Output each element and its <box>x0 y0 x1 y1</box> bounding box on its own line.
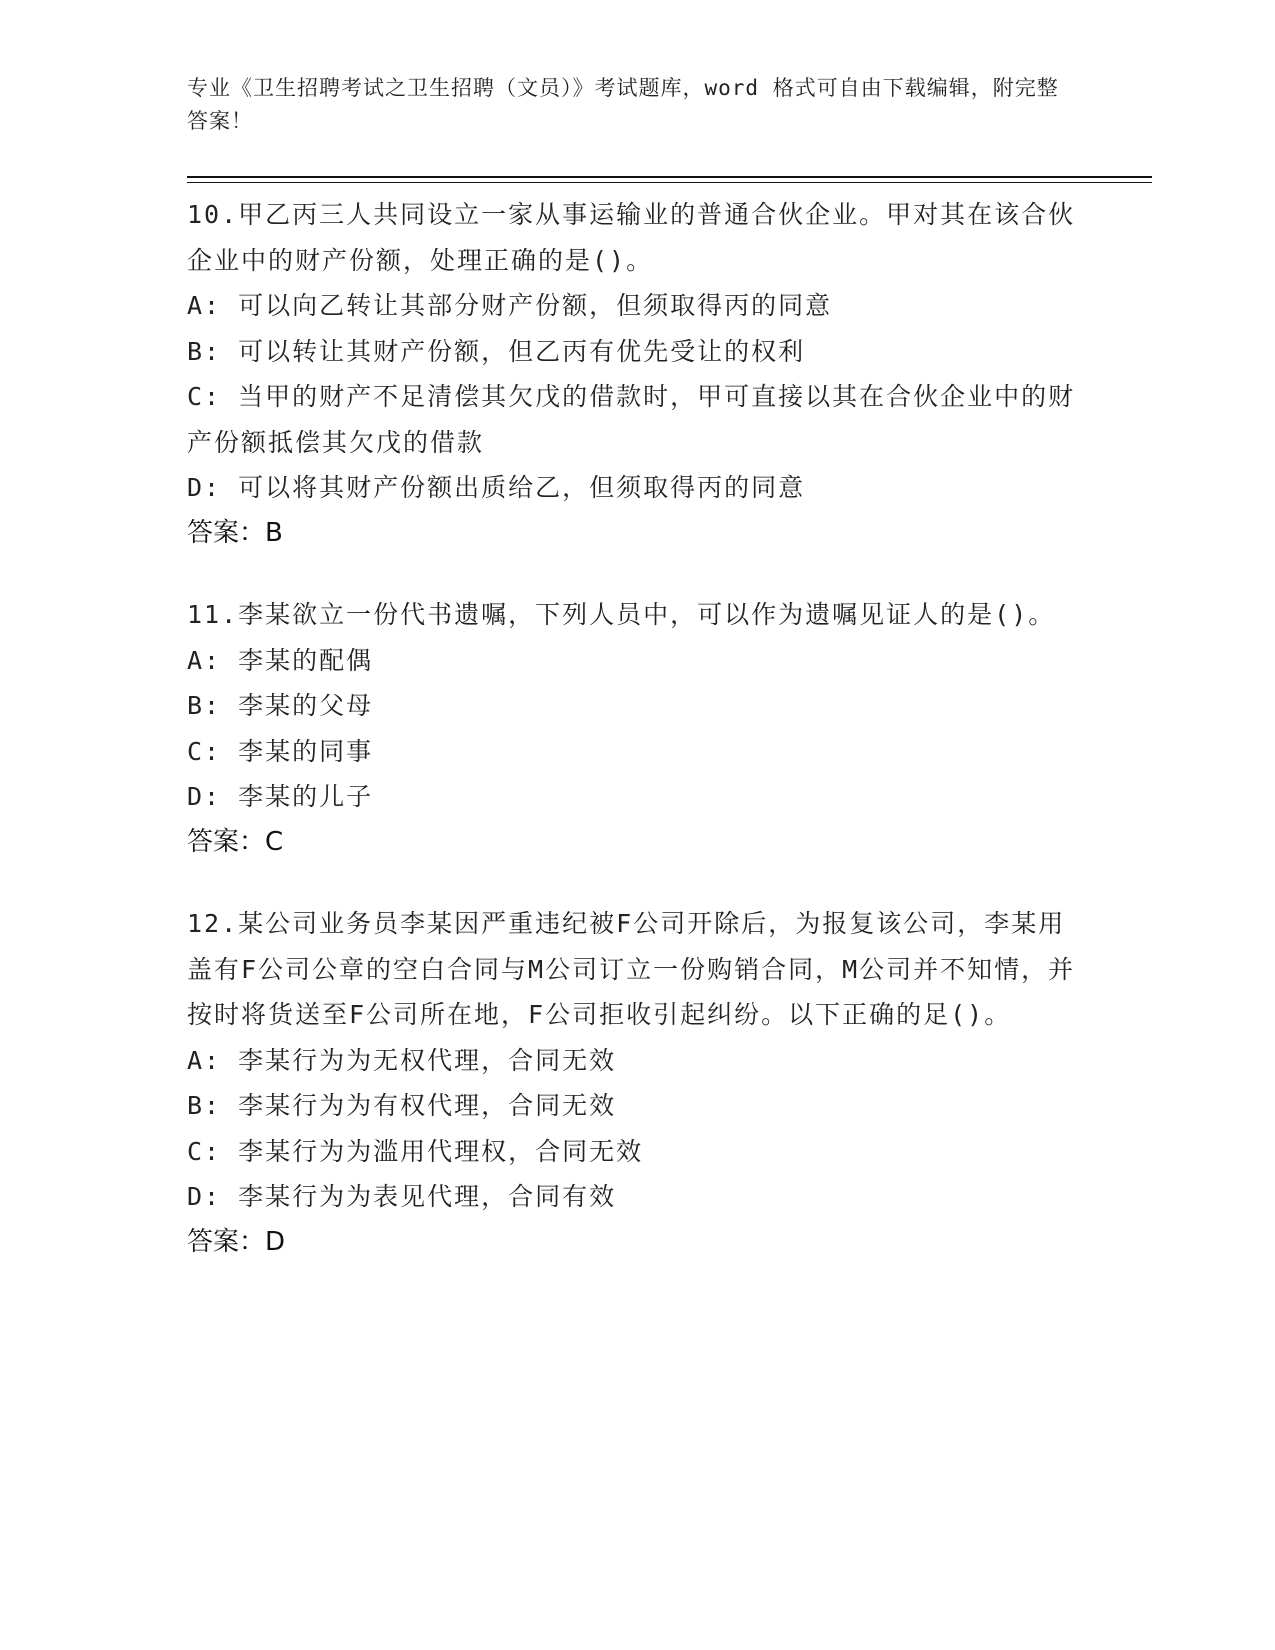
option-d: D: 李某的儿子 <box>187 782 374 811</box>
question-12 <box>187 901 1082 1265</box>
question-stem <box>187 592 1082 638</box>
option-b: B: 可以转让其财产份额，但乙丙有优先受让的权利 <box>187 336 806 366</box>
answer: 答案：B <box>187 517 283 548</box>
header-divider-thick <box>187 176 1152 178</box>
question-number: 12. <box>187 909 239 938</box>
header-divider-thin <box>187 182 1152 183</box>
option-d: D: 可以将其财产份额出质给乙，但须取得丙的同意 <box>187 473 806 502</box>
question-stem <box>187 192 1082 283</box>
option-c: C: 李某的同事 <box>187 736 374 766</box>
question-list <box>187 192 1082 1301</box>
option-c: C: 李某行为为滥用代理权，合同无效 <box>187 1136 644 1166</box>
question-text: 某公司业务员李某因严重违纪被F公司开除后，为报复该公司，李某用盖有F公司公章的空白合同与M公司订立一份购销合同，M公司并不知情，并按时将货送至F公司所在地，F公司拒收引起纠纷。以下正确的足()。 <box>187 909 1076 1029</box>
option-b: B: 李某行为为有权代理，合同无效 <box>187 1091 617 1120</box>
option-a: A: 可以向乙转让其部分财产份额，但须取得丙的同意 <box>187 291 833 320</box>
question-number: 10. <box>187 200 239 229</box>
question-10 <box>187 192 1082 556</box>
question-text: 李某欲立一份代书遗嘱，下列人员中，可以作为遗嘱见证人的是()。 <box>238 600 1056 629</box>
option-a: A: 李某行为为无权代理，合同无效 <box>187 1045 617 1075</box>
header-note: 专业《卫生招聘考试之卫生招聘（文员）》考试题库，word 格式可自由下载编辑，附完整答案！ <box>187 76 1059 133</box>
answer: 答案：C <box>187 826 284 857</box>
question-number: 11. <box>187 600 239 629</box>
question-11 <box>187 592 1082 865</box>
option-d: D: 李某行为为表见代理，合同有效 <box>187 1182 617 1211</box>
question-stem <box>187 901 1082 1038</box>
option-a: A: 李某的配偶 <box>187 645 374 675</box>
answer: 答案：D <box>187 1226 286 1257</box>
question-text: 甲乙丙三人共同设立一家从事运输业的普通合伙企业。甲对其在该合伙企业中的财产份额，处理正确的是()。 <box>187 200 1076 275</box>
option-c: C: 当甲的财产不足清偿其欠戊的借款时，甲可直接以其在合伙企业中的财产份额抵偿其欠戊的借款 <box>187 382 1076 457</box>
option-b: B: 李某的父母 <box>187 691 374 720</box>
